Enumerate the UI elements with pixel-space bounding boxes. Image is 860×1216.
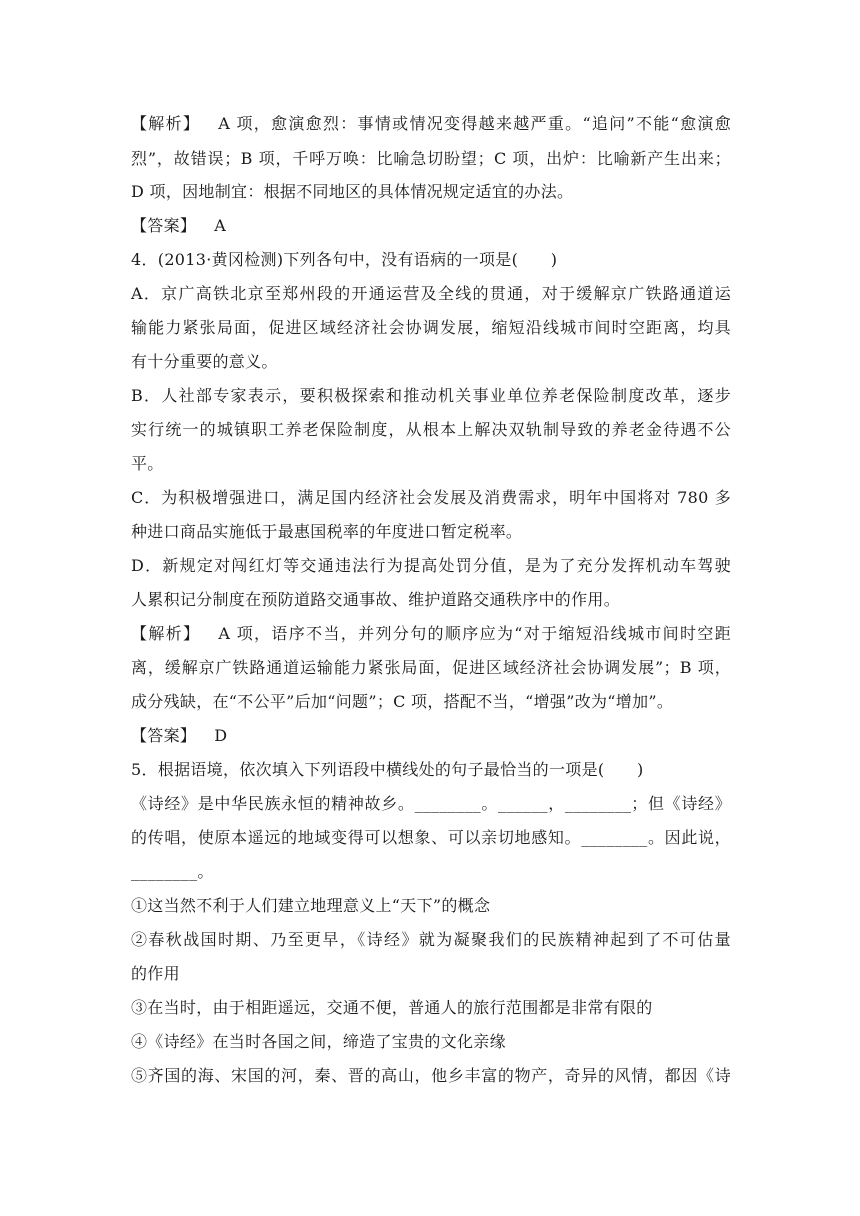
analysis-3-line-2: 烈”，故错误；B 项，千呼万唤：比喻急切盼望；C 项，出炉：比喻新产生出来； <box>131 149 731 168</box>
q5-sentence-2-line-1: ②春秋战国时期、乃至更早，《诗经》就为凝聚我们的民族精神起到了不可估量 <box>131 930 731 949</box>
analysis-4-line-3: 成分残缺，在“不公平”后加“问题”；C 项，搭配不当，“增强”改为“增加”。 <box>131 692 674 711</box>
q4-option-c-line-1: C．为积极增强进口，满足国内经济社会发展及消费需求，明年中国将对 780 多 <box>131 488 731 507</box>
analysis-3-line-3: D 项，因地制宜：根据不同地区的具体情况规定适宜的办法。 <box>131 182 574 201</box>
answer-tag: 【答案】 <box>131 726 197 745</box>
analysis-tag: 【解析】 <box>131 624 201 643</box>
analysis-4-line-1 <box>131 624 731 644</box>
analysis-text: A 项，语序不当，并列分句的顺序应为“对于缩短沿线城市间时空距 <box>218 624 731 643</box>
q5-sentence-5: ⑤齐国的海、宋国的河，秦、晋的高山，他乡丰富的物产，奇异的风情，都因《诗 <box>131 1066 731 1085</box>
answer-4 <box>131 726 731 746</box>
answer-value: D <box>214 726 228 745</box>
q4-option-d-line-2: 人累积记分制度在预防道路交通事故、维护道路交通秩序中的作用。 <box>131 590 621 609</box>
q5-passage-line-2: 的传唱，使原本遥远的地域变得可以想象、可以亲切地感知。________。因此说， <box>131 828 731 847</box>
analysis-3-line-1 <box>131 114 731 134</box>
q4-option-a-line-2: 输能力紧张局面，促进区域经济社会协调发展，缩短沿线城市间时空距离，均具 <box>131 318 731 337</box>
q4-option-a-line-1: A．京广高铁北京至郑州段的开通运营及全线的贯通，对于缓解京广铁路通道运 <box>131 284 731 303</box>
q4-option-b-line-3: 平。 <box>131 454 164 473</box>
q5-passage-line-3: ________。 <box>131 862 214 881</box>
q4-option-b-line-1: B．人社部专家表示，要积极探索和推动机关事业单位养老保险制度改革，逐步 <box>131 386 731 405</box>
answer-3 <box>131 216 731 236</box>
q5-passage-line-1: 《诗经》是中华民族永恒的精神故乡。________。______，________；但《诗经》 <box>131 794 731 813</box>
answer-value: A <box>214 216 227 235</box>
analysis-4-line-2: 离，缓解京广铁路通道运输能力紧张局面，促进区域经济社会协调发展”；B 项， <box>131 658 731 677</box>
answer-tag: 【答案】 <box>131 216 197 235</box>
q4-option-d-line-1: D．新规定对闯红灯等交通违法行为提高处罚分值，是为了充分发挥机动车驾驶 <box>131 556 731 575</box>
q5-sentence-2-line-2: 的作用 <box>131 964 180 983</box>
question-4-stem: 4．(2013·黄冈检测)下列各句中，没有语病的一项是( ) <box>131 250 558 269</box>
q5-sentence-3: ③在当时，由于相距遥远，交通不便，普通人的旅行范围都是非常有限的 <box>131 998 653 1017</box>
q4-option-c-line-2: 种进口商品实施低于最惠国税率的年度进口暂定税率。 <box>131 522 523 541</box>
analysis-tag: 【解析】 <box>131 114 201 133</box>
question-5-stem: 5．根据语境，依次填入下列语段中横线处的句子最恰当的一项是( ) <box>131 760 644 779</box>
q4-option-b-line-2: 实行统一的城镇职工养老保险制度，从根本上解决双轨制导致的养老金待遇不公 <box>131 420 731 439</box>
q5-sentence-1: ①这当然不利于人们建立地理意义上“天下”的概念 <box>131 896 491 915</box>
q4-option-a-line-3: 有十分重要的意义。 <box>131 352 278 371</box>
analysis-text: A 项，愈演愈烈：事情或情况变得越来越严重。“追问”不能“愈演愈 <box>218 114 731 133</box>
q5-sentence-4: ④《诗经》在当时各国之间，缔造了宝贵的文化亲缘 <box>131 1032 506 1051</box>
